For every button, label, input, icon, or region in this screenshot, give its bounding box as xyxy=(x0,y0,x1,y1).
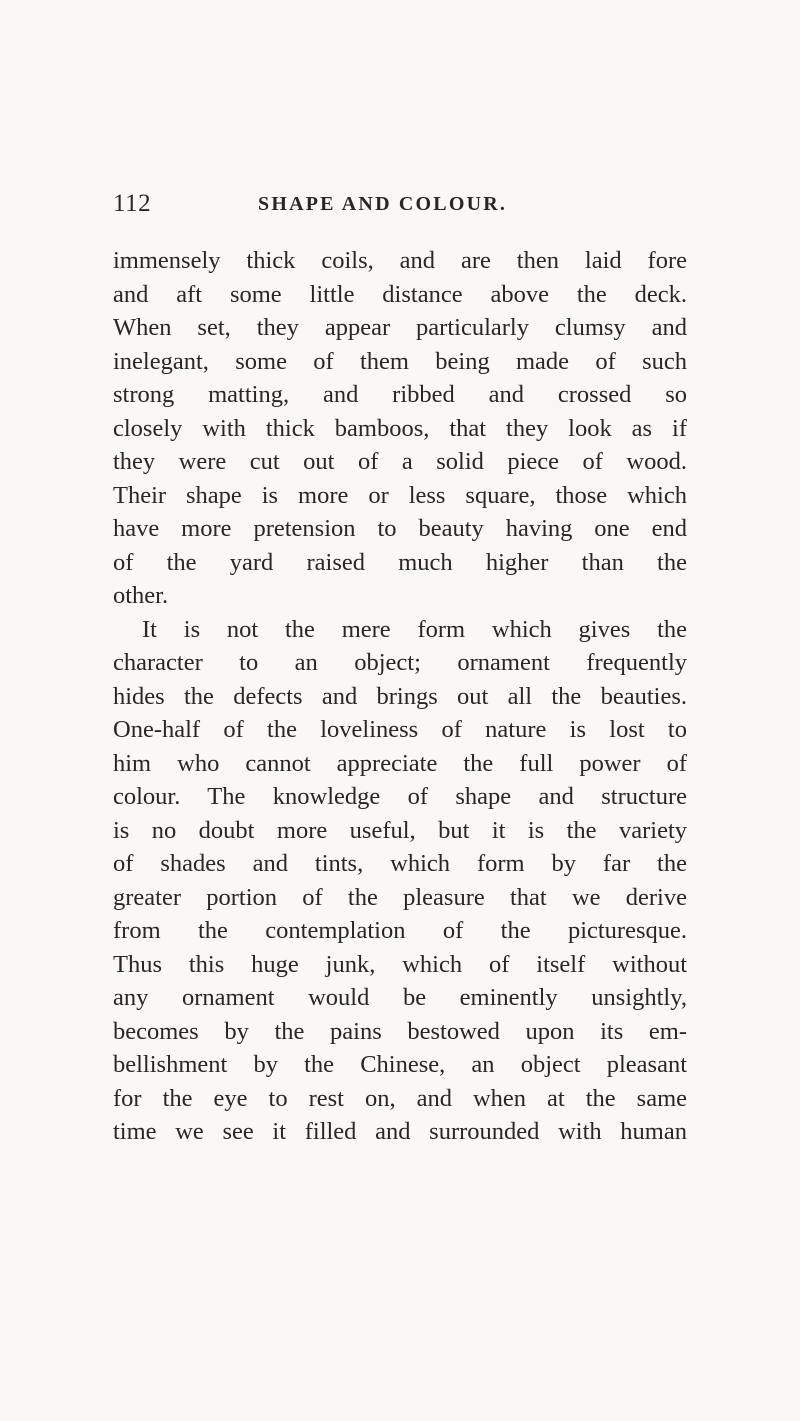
text-line: time we see it filled and surrounded with human xyxy=(113,1118,687,1145)
text-line: Thus this huge junk, which of itself without xyxy=(113,950,687,978)
text-line: colour. The knowledge of shape and structure xyxy=(113,783,687,810)
text-line: character to an object; ornament frequently xyxy=(113,649,687,676)
text-line: him who cannot appreciate the full power of xyxy=(113,749,687,777)
text-line: Their shape is more or less square, those which xyxy=(113,481,687,509)
text-line: One-half of the loveliness of nature is lost to xyxy=(113,716,687,743)
text-line: strong matting, and ribbed and crossed so xyxy=(113,381,687,408)
text-line: and aft some little distance above the deck. xyxy=(113,280,687,308)
text-line: immensely thick coils, and are then laid fore xyxy=(113,247,687,274)
text-line: greater portion of the pleasure that we derive xyxy=(113,883,687,911)
text-line: they were cut out of a solid piece of wood. xyxy=(113,448,687,475)
text-line: from the contemplation of the picturesque. xyxy=(113,917,687,944)
text-line: have more pretension to beauty having one end xyxy=(113,515,687,542)
text-line: bellishment by the Chinese, an object pleasant xyxy=(113,1051,687,1078)
text-line: of shades and tints, which form by far the xyxy=(113,850,687,877)
text-line: becomes by the pains bestowed upon its em- xyxy=(113,1017,687,1045)
text-line: other. xyxy=(113,582,169,609)
running-head: SHAPE AND COLOUR. xyxy=(258,193,508,215)
text-line: It is not the mere form which gives the xyxy=(142,615,687,643)
body-text xyxy=(113,244,687,1149)
text-line: closely with thick bamboos, that they look as if xyxy=(113,414,687,442)
text-line: of the yard raised much higher than the xyxy=(113,548,687,576)
text-line: When set, they appear particularly clumsy and xyxy=(113,314,687,341)
page-number: 112 xyxy=(113,190,152,217)
text-line: for the eye to rest on, and when at the same xyxy=(113,1084,687,1112)
text-line: any ornament would be eminently unsightly, xyxy=(113,984,687,1011)
text-line: hides the defects and brings out all the beauties. xyxy=(113,682,687,710)
page-header xyxy=(113,190,700,230)
text-line: inelegant, some of them being made of such xyxy=(113,347,687,375)
text-line: is no doubt more useful, but it is the variety xyxy=(113,816,687,844)
